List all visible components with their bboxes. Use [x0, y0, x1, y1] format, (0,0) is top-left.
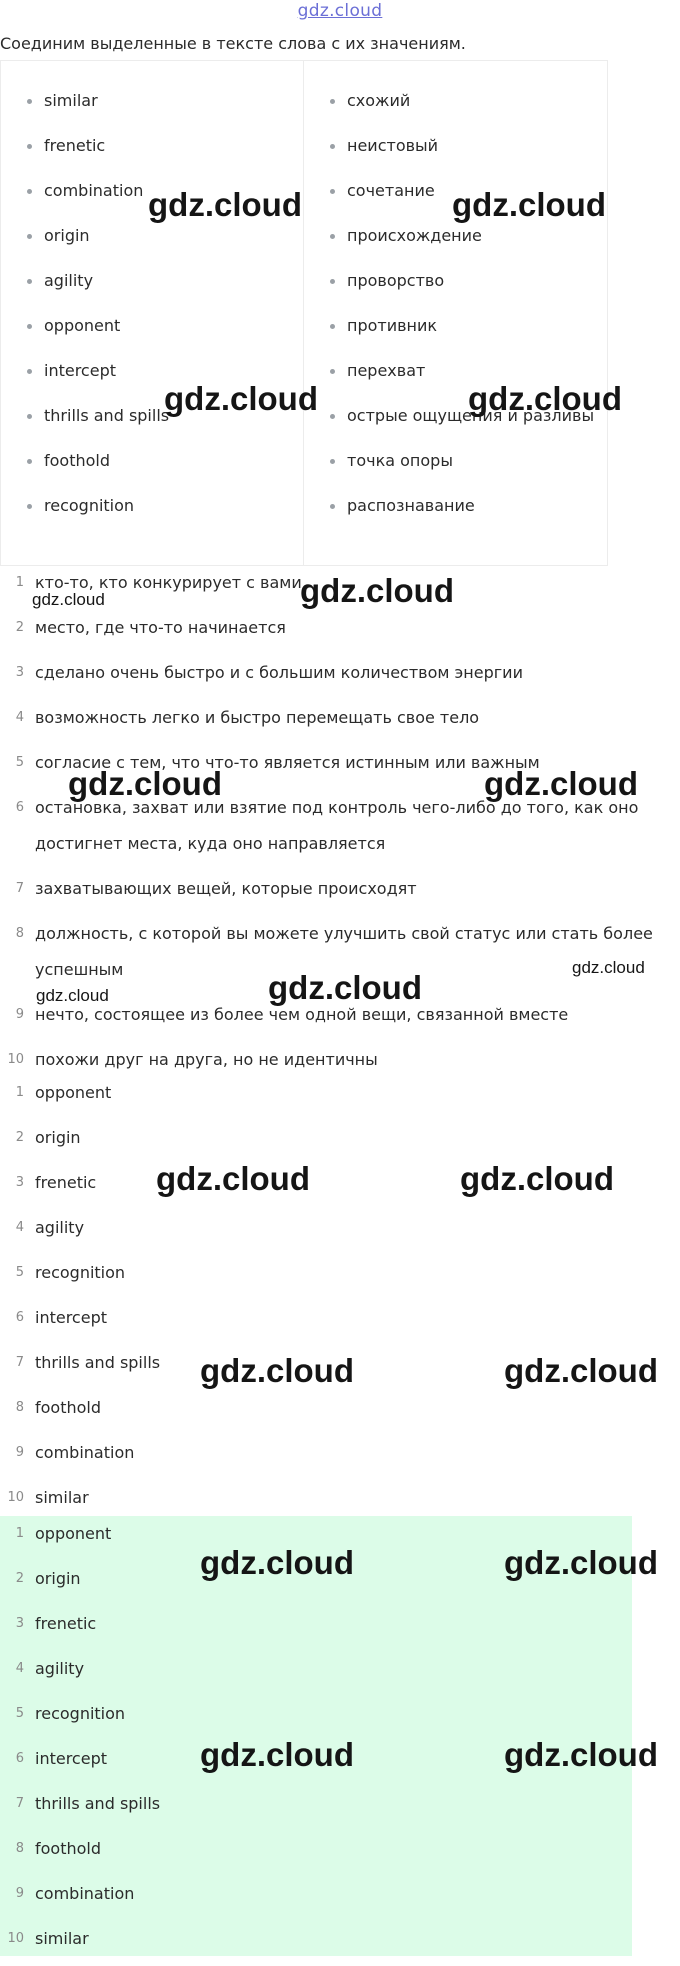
watermark-text: gdz.cloud [200, 1544, 354, 1581]
bullet-icon [27, 414, 32, 419]
bullet-icon [27, 234, 32, 239]
bullet-icon [330, 324, 335, 329]
match-item: 9 combination [15, 1443, 135, 1462]
definition-item: 9 нечто, состоящее из более чем одной вещи, связанной вместе [15, 1005, 569, 1024]
match-item: 4 agility [15, 1218, 85, 1237]
bullet-icon [27, 99, 32, 104]
definition-item: 7 захватывающих вещей, которые происходят [15, 879, 417, 898]
watermark-text: gdz.cloud [68, 765, 222, 802]
english-word-item: similar [1, 91, 303, 136]
russian-word-item: проворство [304, 271, 607, 316]
match-item: 6 intercept [15, 1308, 107, 1327]
english-words-column [1, 61, 304, 565]
bullet-icon [330, 459, 335, 464]
watermark-text: gdz.cloud [484, 765, 638, 802]
russian-word-item: схожий [304, 91, 607, 136]
watermark-text: gdz.cloud [200, 1736, 354, 1773]
words-table [0, 60, 608, 566]
bullet-icon [330, 279, 335, 284]
answer-item: 3 frenetic [15, 1614, 97, 1633]
answer-item: 8 foothold [15, 1839, 102, 1858]
match-item: 2 origin [15, 1128, 81, 1147]
bullet-icon [27, 189, 32, 194]
bullet-icon [27, 279, 32, 284]
russian-word-item: точка опоры [304, 451, 607, 496]
bullet-icon [330, 144, 335, 149]
match-item: 8 foothold [15, 1398, 102, 1417]
match-item: 1 opponent [15, 1083, 112, 1102]
answer-item: 1 opponent [15, 1524, 112, 1543]
answer-item: 9 combination [15, 1884, 135, 1903]
bullet-icon [27, 504, 32, 509]
site-title-link[interactable]: gdz.cloud [297, 1, 383, 21]
bullet-icon [27, 324, 32, 329]
bullet-icon [27, 144, 32, 149]
russian-word-item: неистовый [304, 136, 607, 181]
match-item: 10 similar [7, 1488, 89, 1507]
watermark-text: gdz.cloud [460, 1160, 614, 1197]
definition-item: 10 похожи друг на друга, но не идентичны [7, 1050, 378, 1069]
match-item: 7 thrills and spills [15, 1353, 161, 1372]
bullet-icon [330, 504, 335, 509]
watermark-text: gdz.cloud [164, 380, 318, 417]
answer-item: 7 thrills and spills [15, 1794, 161, 1813]
definitions-list [0, 565, 680, 1087]
watermark-text: gdz.cloud [452, 186, 606, 223]
bullet-icon [330, 369, 335, 374]
answer-item: 10 similar [7, 1929, 89, 1948]
watermark-text: gdz.cloud [572, 958, 645, 977]
watermark-text: gdz.cloud [504, 1352, 658, 1389]
russian-word-item: сочетание [304, 181, 607, 226]
watermark-text: gdz.cloud [504, 1736, 658, 1773]
russian-word-item: острые ощущения и разливы [304, 406, 607, 451]
bullet-icon [27, 459, 32, 464]
russian-words-column [304, 61, 607, 565]
match-item: 3 frenetic [15, 1173, 97, 1192]
task-instruction: Соединим выделенные в тексте слова с их значениям. [0, 34, 466, 53]
definition-item: 8 должность, с которой вы можете улучшить свой статус или стать более успешным [15, 924, 653, 979]
russian-word-item: противник [304, 316, 607, 361]
english-word-item: frenetic [1, 136, 303, 181]
watermark-text: gdz.cloud [300, 572, 454, 609]
answer-item: 6 intercept [15, 1749, 107, 1768]
answer-item: 2 origin [15, 1569, 81, 1588]
definition-item: 1 кто-то, кто конкурирует с вами [15, 573, 302, 592]
russian-word-item: происхождение [304, 226, 607, 271]
english-word-item: agility [1, 271, 303, 316]
definition-item: 6 остановка, захват или взятие под контроль чего-либо до того, как оно достигнет места, куда оно направляется [15, 798, 639, 853]
russian-word-item: перехват [304, 361, 607, 406]
watermark-text: gdz.cloud [156, 1160, 310, 1197]
english-word-item: foothold [1, 451, 303, 496]
watermark-text: gdz.cloud [268, 969, 422, 1006]
definition-item: 2 место, где что-то начинается [15, 618, 286, 637]
watermark-text: gdz.cloud [148, 186, 302, 223]
definition-item: 5 согласие с тем, что что-то является истинным или важным [15, 753, 540, 772]
matches-list [0, 1075, 680, 1525]
bullet-icon [330, 189, 335, 194]
english-word-item: thrills and spills [1, 406, 303, 451]
match-item: 5 recognition [15, 1263, 126, 1282]
bullet-icon [330, 99, 335, 104]
watermark-text: gdz.cloud [36, 986, 109, 1005]
english-word-item: intercept [1, 361, 303, 406]
english-word-item: combination [1, 181, 303, 226]
definition-item: 4 возможность легко и быстро перемещать свое тело [15, 708, 480, 727]
watermark-text: gdz.cloud [468, 380, 622, 417]
watermark-text: gdz.cloud [200, 1352, 354, 1389]
watermark-text: gdz.cloud [32, 590, 105, 609]
answer-item: 5 recognition [15, 1704, 126, 1723]
english-word-item: origin [1, 226, 303, 271]
bullet-icon [27, 369, 32, 374]
bullet-icon [330, 234, 335, 239]
answer-item: 4 agility [15, 1659, 85, 1678]
russian-word-item: распознавание [304, 496, 607, 541]
bullet-icon [330, 414, 335, 419]
watermark-text: gdz.cloud [504, 1544, 658, 1581]
english-word-item: opponent [1, 316, 303, 361]
english-word-item: recognition [1, 496, 303, 541]
definition-item: 3 сделано очень быстро и с большим количеством энергии [15, 663, 523, 682]
